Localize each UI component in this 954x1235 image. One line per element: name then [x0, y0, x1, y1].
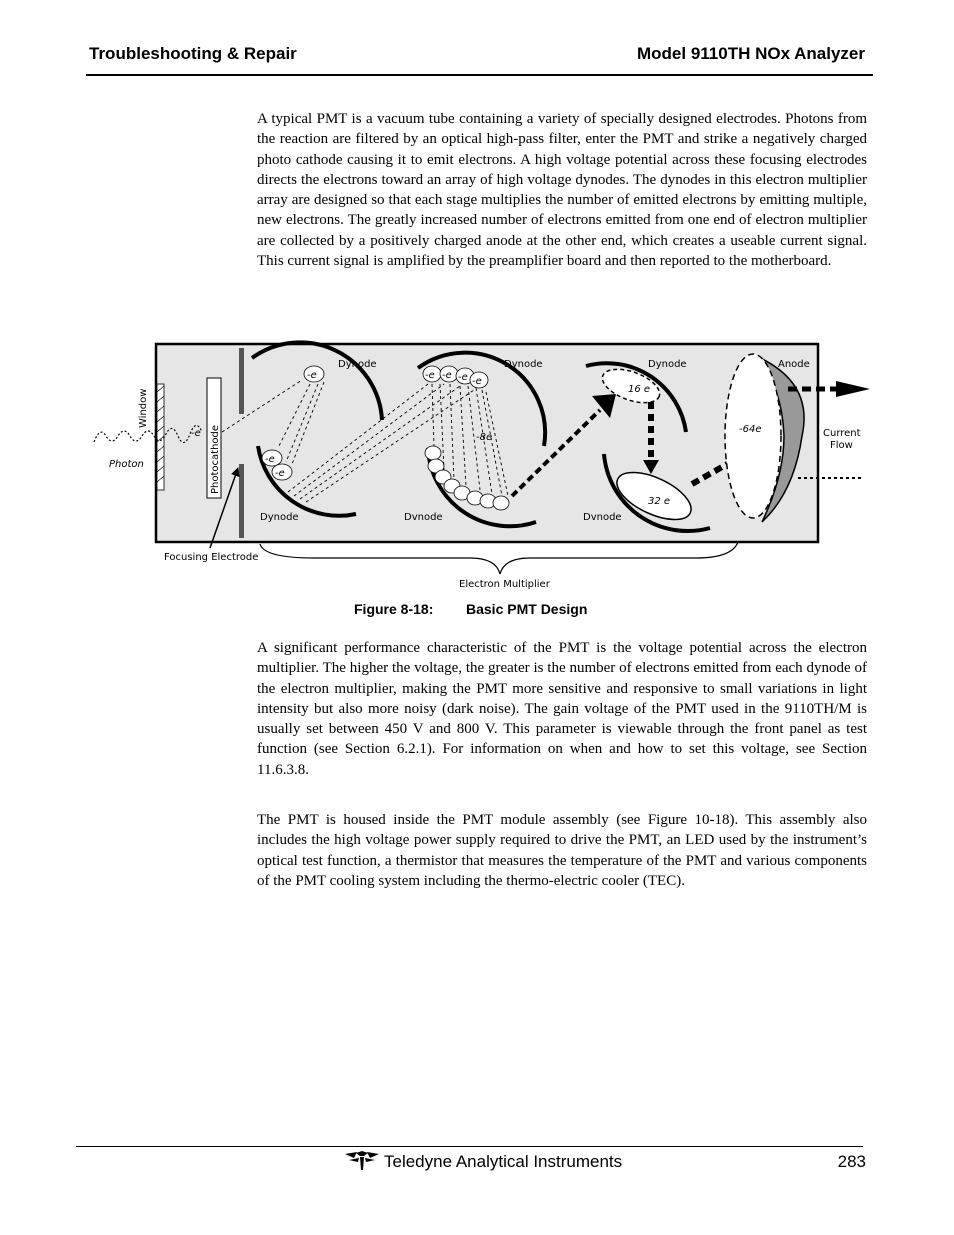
e-d3-1: -e: [425, 370, 435, 381]
page-number: 283: [837, 1152, 866, 1171]
dynode-4-label: Dvnode: [404, 512, 443, 523]
electron-d2a-label: -e: [265, 454, 275, 465]
focusing-electrode-top: [239, 348, 244, 414]
dynode-5-label: Dynode: [648, 359, 687, 370]
dynode-1-label: Dynode: [338, 359, 377, 370]
flow-label: Flow: [830, 440, 853, 451]
dynode-2-label: Dynode: [260, 512, 299, 523]
e-d3-3: -e: [458, 372, 468, 383]
focusing-electrode-label: Focusing Electrode: [164, 552, 259, 563]
header-model-title: Model 9110TH NOx Analyzer: [636, 44, 865, 63]
photocathode-label: Photocathode: [210, 424, 221, 494]
electron-multiplier-label: Electron Multiplier: [459, 579, 550, 590]
photon-label: Photon: [109, 459, 144, 470]
paragraph-pmt-overview: A typical PMT is a vacuum tube containing a variety of specially designed electrodes. Photons from the reaction are filtered by an optical high-pass filter, enter the PMT and strike a negatively charged photo cathode causing it to emit electrons. A high voltage potential across these focusing electrodes directs the electrons toward an array of high voltage dynodes. The dynodes in this electron multiplier array are designed so that each stage multiplies the number of emitted electrons by emitting multiple, new electrons. The greatly increased number of electrons emitted from one end of electron multiplier are collected by a positively charged anode at the other end, which creates a useable current signal. This current signal is amplified by the preamplifier board and then reported to the motherboard.: [257, 111, 867, 270]
header-section-title: Troubleshooting & Repair: [89, 44, 297, 63]
header-rule: [86, 74, 873, 76]
focusing-electrode-bottom: [239, 464, 244, 538]
pmt-diagram: [88, 336, 888, 594]
figure-title: Basic PMT Design: [466, 601, 588, 617]
paragraph-performance: A significant performance characteristic of the PMT is the voltage potential across the electron multiplier. The higher the voltage, the greater is the number of electrons emitted from each dynode of the electron multiplier, making the PMT more sensitive and responsive to small variations in light intensity but also more noisy (dark noise). The gain voltage of the PMT used in the 9110TH/M is usually set between 450 V and 800 V. This parameter is viewable through the front panel as test function (see Section 6.2.1). For information on when and how to set this voltage, see Section 11.6.3.8.: [257, 640, 867, 778]
figure-number: Figure 8-18:: [354, 601, 434, 617]
photocathode-electron: -e: [191, 428, 201, 439]
dynode-3-label: Dynode: [504, 359, 543, 370]
pmt-tube-body: [156, 344, 818, 542]
footer-brand: Teledyne Analytical Instruments: [384, 1152, 623, 1171]
paragraph-module-assembly: The PMT is housed inside the PMT module assembly (see Figure 10-18). This assembly also includes the high voltage power supply required to drive the PMT, an LED used by the instrument’s optical test function, a thermistor that measures the temperature of the PMT and various components of the PMT cooling system including the thermo-electric cooler (TEC).: [257, 812, 867, 889]
e-d3-2: -e: [442, 370, 452, 381]
electron-d2b-label: -e: [275, 468, 285, 479]
current-label: Current: [823, 428, 861, 439]
dynode-6-label: Dvnode: [583, 512, 622, 523]
figure-caption: [354, 601, 587, 617]
electron-multiplier-brace: [260, 542, 738, 574]
electron-16e-label: 16 e: [628, 384, 651, 395]
teledyne-logo-icon: [345, 1150, 379, 1172]
electron-8e-label: -8e: [476, 432, 493, 443]
electron-d1-label: -e: [307, 370, 317, 381]
footer-rule: [76, 1146, 863, 1147]
current-flow-arrowhead: [836, 381, 870, 397]
electron-32e-label: 32 e: [648, 496, 671, 507]
electron-64e-label: -64e: [739, 424, 762, 435]
window-label: Window: [138, 388, 149, 428]
anode-collector: [725, 354, 781, 518]
e-d3-4: -e: [472, 376, 482, 387]
anode-label: Anode: [778, 359, 810, 370]
